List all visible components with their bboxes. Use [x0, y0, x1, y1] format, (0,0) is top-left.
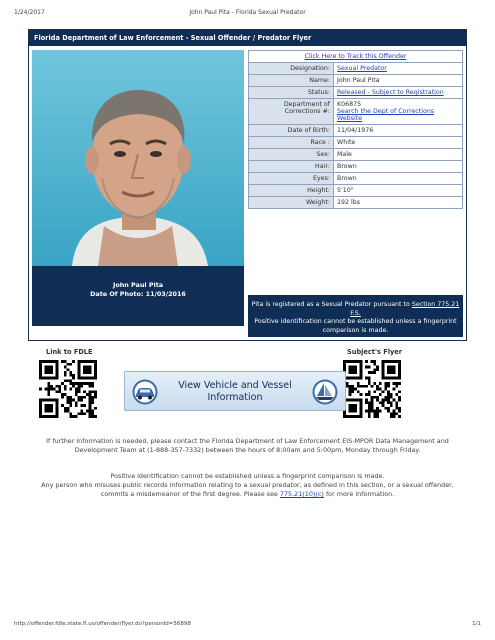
- print-title: John Paul Pita - Florida Sexual Predator: [189, 9, 306, 16]
- designation-link[interactable]: Sexual Predator: [337, 65, 387, 72]
- status-link[interactable]: Released - Subject to Registration: [337, 89, 444, 96]
- photo-caption: [32, 266, 244, 326]
- flyer-qr-code[interactable]: [343, 360, 401, 418]
- race-value: White: [334, 137, 463, 149]
- row-weight: Weight: 192 lbs: [249, 197, 463, 209]
- positive-id-note: Positive identification cannot be established unless a fingerprint comparison is made.: [110, 472, 385, 480]
- name-value: John Paul Pita: [334, 75, 463, 87]
- sex-value: Male: [334, 149, 463, 161]
- photo-panel: [32, 50, 244, 326]
- flyer-title: Florida Department of Law Enforcement - Sexual Offender / Predator Flyer: [29, 30, 466, 46]
- row-name: Name: John Paul Pita: [249, 75, 463, 87]
- row-sex: Sex: Male: [249, 149, 463, 161]
- print-footer: [14, 621, 481, 631]
- row-dob: Date of Birth: 11/04/1976: [249, 125, 463, 137]
- contact-note: If further information is needed, please contact the Florida Department of Law Enforcement EIS-MPOR Data Management and Development Team at (1-888-357-7332) between the hours of 8:00am and 5:00pm, Monday through Friday.: [46, 437, 449, 454]
- flyer-qr-label: Subject's Flyer: [347, 348, 402, 356]
- row-status: Status: Released - Subject to Registration: [249, 87, 463, 99]
- fdle-qr-label: Link to FDLE: [46, 348, 93, 356]
- print-page-number: 1/1: [472, 621, 481, 627]
- boat-icon: [311, 379, 339, 405]
- height-value: 5'10": [334, 185, 463, 197]
- hair-value: Brown: [334, 161, 463, 173]
- photo-date: Date Of Photo: 11/03/2016: [90, 290, 186, 298]
- row-hair: Hair: Brown: [249, 161, 463, 173]
- offender-photo: [32, 50, 244, 266]
- vehicle-vessel-button[interactable]: [124, 371, 346, 411]
- row-height: Height: 5'10": [249, 185, 463, 197]
- registration-box: [248, 295, 463, 337]
- row-doc: Department of Corrections #: K06875 Search the Dept of Corrections Website: [249, 99, 463, 125]
- section-link[interactable]: Section 775.21 F.S.: [350, 301, 460, 317]
- misuse-note: Any person who misuses public records information relating to a sexual predator, as defined in this section, or a sexual offender, commits a misdemeanor of the first degree. Please see: [41, 481, 454, 498]
- row-eyes: Eyes: Brown: [249, 173, 463, 185]
- disclaimer: [34, 472, 461, 499]
- offender-details-table: [248, 50, 463, 209]
- registration-note: Positive identification cannot be established unless a fingerprint comparison is made.: [254, 318, 457, 334]
- car-icon: [131, 379, 159, 405]
- print-header: [14, 9, 481, 19]
- registration-text: Pita is registered as a Sexual Predator pursuant to: [251, 301, 410, 308]
- doc-search-link[interactable]: Search the Dept of Corrections Website: [337, 108, 435, 122]
- row-race: Race : White: [249, 137, 463, 149]
- eyes-value: Brown: [334, 173, 463, 185]
- doc-number: K06875: [337, 101, 362, 108]
- print-url: http://offender.fdle.state.fl.us/offender/flyer.do?personId=56898: [14, 621, 191, 627]
- print-date: 1/24/2017: [14, 9, 45, 16]
- vehicle-vessel-label: View Vehicle and Vessel Information: [178, 380, 292, 403]
- track-offender-link[interactable]: Click Here to Track this Offender: [304, 53, 407, 60]
- row-designation: Designation: Sexual Predator: [249, 63, 463, 75]
- fdle-qr-code[interactable]: [39, 360, 97, 418]
- dob-value: 11/04/1976: [334, 125, 463, 137]
- offender-flyer: [28, 29, 467, 341]
- statute-link[interactable]: 775.21(10)(c): [279, 490, 324, 498]
- portrait-illustration: [32, 50, 244, 266]
- photo-name: John Paul Pita: [112, 281, 164, 289]
- misuse-note-end: for more information.: [325, 490, 395, 498]
- weight-value: 192 lbs: [334, 197, 463, 209]
